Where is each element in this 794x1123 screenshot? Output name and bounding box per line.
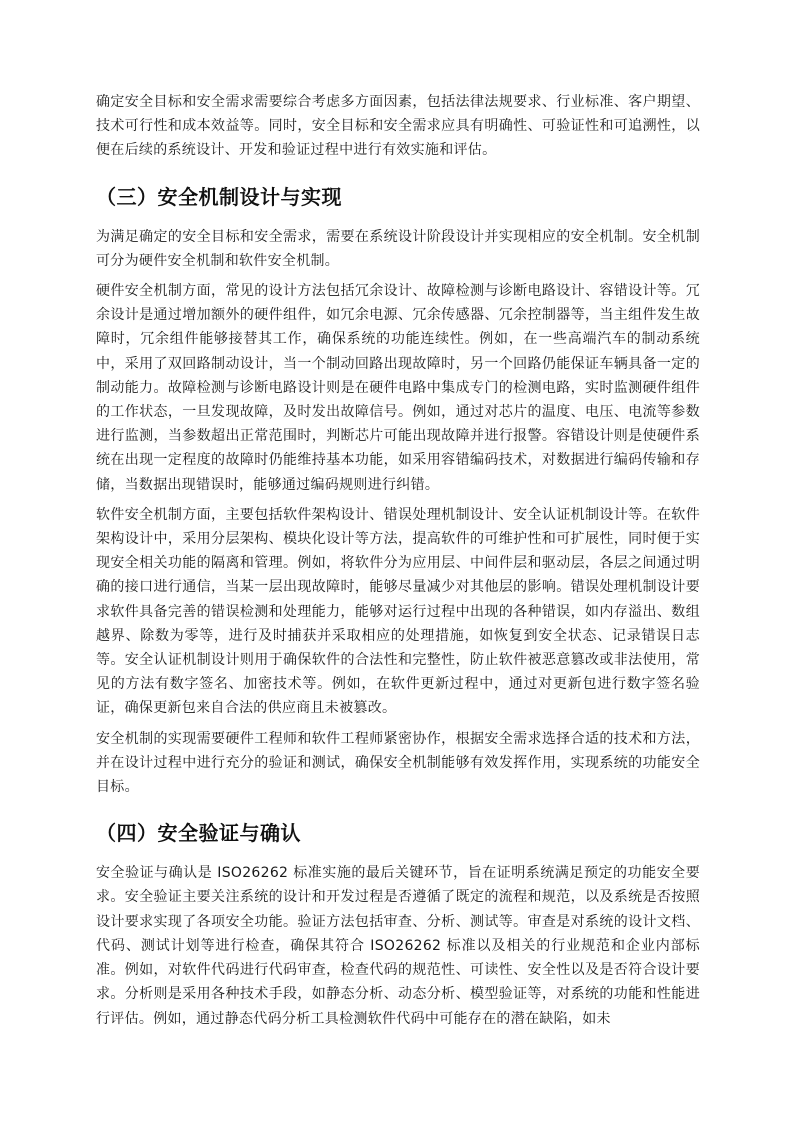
paragraph-3-4: 安全机制的实现需要硬件工程师和软件工程师紧密协作，根据安全需求选择合适的技术和方法，并在设计过程中进行充分的验证和测试，确保安全机制能够有效发挥作用，实现系统的功能安全目标。 <box>96 730 700 796</box>
paragraph-3-3: 软件安全机制方面，主要包括软件架构设计、错误处理机制设计、安全认证机制设计等。在软件架构设计中，采用分层架构、模块化设计等方法，提高软件的可维护性和可扩展性，同时便于实现安全相关功能的隔离和管理。例如，将软件分为应用层、中间件层和驱动层，各层之间通过明确的接口进行通信，当某一层出现故障时，能够尽量减少对其他层的影响。错误处理机制设计要求软件具备完善的错误检测和处理能力，能够对运行过程中出现的各种错误，如内存溢出、数组越界、除数为零等，进行及时捕获并采取相应的处理措施，如恢复到安全状态、记录错误日志等。安全认证机制设计则用于确保软件的合法性和完整性，防止软件被恶意篡改或非法使用，常见的方法有数字签名、加密技术等。例如，在软件更新过程中，通过对更新包进行数字签名验证，确保更新包来自合法的供应商且未被篡改。 <box>96 506 700 717</box>
paragraph-4-1: 安全验证与确认是 ISO26262 标准实施的最后关键环节，旨在证明系统满足预定的功能安全要求。安全验证主要关注系统的设计和开发过程是否遵循了既定的流程和规范，以及系统是否按照设计要求实现了各项安全功能。验证方法包括审查、分析、测试等。审查是对系统的设计文档、代码、测试计划等进行检查，确保其符合 ISO26262 标准以及相关的行业规范和企业内部标准。例如，对软件代码进行代码审查，检查代码的规范性、可读性、安全性以及是否符合设计要求。分析则是采用各种技术手段，如静态分析、动态分析、模型验证等，对系统的功能和性能进行评估。例如，通过静态代码分析工具检测软件代码中可能存在的潜在缺陷，如未 <box>96 865 700 1027</box>
document-body <box>96 90 700 1037</box>
section-heading-4: （四）安全验证与确认 <box>96 821 301 846</box>
paragraph-intro: 确定安全目标和安全需求需要综合考虑多方面因素，包括法律法规要求、行业标准、客户期望、技术可行性和成本效益等。同时，安全目标和安全需求应具有明确性、可验证性和可追溯性，以便在后续的系统设计、开发和验证过程中进行有效实施和评估。 <box>96 94 700 159</box>
section-heading-3: （三）安全机制设计与实现 <box>96 184 342 209</box>
paragraph-3-1: 为满足确定的安全目标和安全需求，需要在系统设计阶段设计并实现相应的安全机制。安全机制可分为硬件安全机制和软件安全机制。 <box>96 228 700 269</box>
paragraph-3-2: 硬件安全机制方面，常见的设计方法包括冗余设计、故障检测与诊断电路设计、容错设计等。冗余设计是通过增加额外的硬件组件，如冗余电源、冗余传感器、冗余控制器等，当主组件发生故障时，冗余组件能够接替其工作，确保系统的功能连续性。例如，在一些高端汽车的制动系统中，采用了双回路制动设计，当一个制动回路出现故障时，另一个回路仍能保证车辆具备一定的制动能力。故障检测与诊断电路设计则是在硬件电路中集成专门的检测电路，实时监测硬件组件的工作状态，一旦发现故障，及时发出故障信号。例如，通过对芯片的温度、电压、电流等参数进行监测，当参数超出正常范围时，判断芯片可能出现故障并进行报警。容错设计则是使硬件系统在出现一定程度的故障时仍能维持基本功能，如采用容错编码技术，对数据进行编码传输和存储，当数据出现错误时，能够通过编码规则进行纠错。 <box>96 283 700 493</box>
